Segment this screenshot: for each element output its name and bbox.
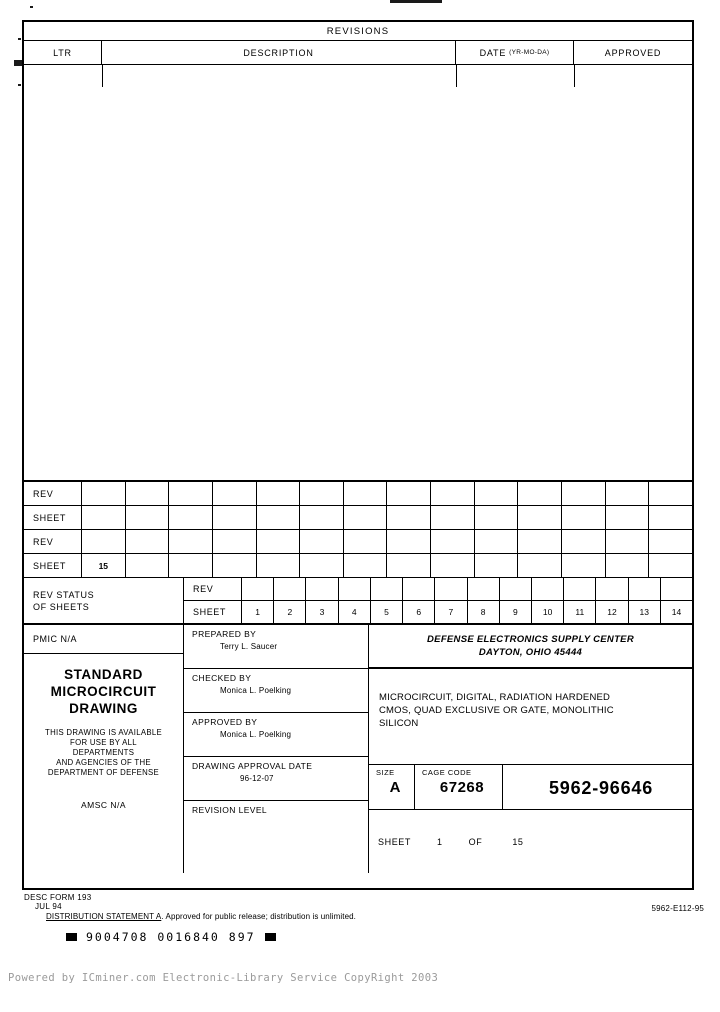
- cell: [274, 578, 306, 600]
- corner-tick-topleft: [30, 6, 33, 8]
- title-block-left: [24, 625, 184, 873]
- cell: [518, 530, 562, 553]
- cell: [468, 578, 500, 600]
- cell: [532, 578, 564, 600]
- cell: [518, 482, 562, 505]
- size-field: [369, 765, 415, 809]
- drawing-sheet: [22, 20, 694, 890]
- cell: [300, 506, 344, 529]
- organization-line2: DAYTON, OHIO 45444: [478, 647, 583, 658]
- cage-code-field: [415, 765, 503, 809]
- cell: [82, 530, 126, 553]
- top-edge-mark: [390, 0, 442, 3]
- revisions-col-ltr: LTR: [24, 41, 102, 64]
- prepared-by-label: PREPARED BY: [192, 629, 257, 639]
- sheet-row-label: SHEET: [184, 601, 242, 623]
- availability-line3: DEPARTMENTS: [72, 748, 135, 757]
- rev-status-sheet-row: [184, 601, 692, 623]
- cell: [126, 506, 170, 529]
- rev-status-row-sheet-2: [24, 554, 692, 577]
- cell: [169, 530, 213, 553]
- size-label: SIZE: [376, 768, 395, 777]
- row-label: REV: [24, 530, 82, 553]
- cell: [126, 554, 170, 577]
- title-block-right: [369, 625, 692, 873]
- row-label: REV: [24, 482, 82, 505]
- cell: [403, 578, 435, 600]
- row-label: SHEET: [24, 506, 82, 529]
- cell: [596, 578, 628, 600]
- revisions-header-row: [24, 41, 692, 65]
- cell: [169, 506, 213, 529]
- sheet-number: 9: [500, 601, 532, 623]
- sheet-label: SHEET: [378, 836, 412, 847]
- cell: [82, 482, 126, 505]
- amsc-field: AMSC N/A: [80, 800, 127, 810]
- rev-status-rev-row: [184, 578, 692, 601]
- cell: [606, 530, 650, 553]
- cell: [562, 530, 606, 553]
- description-line1: MICROCIRCUIT, DIGITAL, RADIATION HARDENED: [379, 692, 611, 703]
- distribution-statement: [46, 912, 704, 921]
- sheet-number: 1: [242, 601, 274, 623]
- availability-note: [24, 728, 183, 778]
- cell: [169, 554, 213, 577]
- sheet-number: 14: [671, 607, 682, 617]
- checked-by-label: CHECKED BY: [192, 673, 252, 683]
- sheet-number: 12: [596, 601, 628, 623]
- prepared-by-name: Terry L. Saucer: [220, 642, 278, 651]
- revisions-title: REVISIONS: [24, 22, 692, 41]
- cell: [169, 482, 213, 505]
- drawing-description: [369, 669, 692, 765]
- approved-by-field: [184, 713, 368, 757]
- revision-level-field: [184, 801, 368, 873]
- rev-status-row-rev-2: [24, 530, 692, 554]
- smd-title: [24, 666, 183, 717]
- cell: [606, 554, 650, 577]
- cell: [649, 530, 692, 553]
- sheet-current: 1: [437, 836, 443, 847]
- cell: [562, 506, 606, 529]
- cell: [649, 482, 692, 505]
- approval-date-value: 96-12-07: [240, 774, 274, 783]
- cell: [661, 578, 692, 600]
- cell: [257, 506, 301, 529]
- cell: [606, 482, 650, 505]
- cell: [82, 506, 126, 529]
- revisions-col-approved: APPROVED: [604, 47, 662, 58]
- rev-row-label: REV: [184, 578, 242, 600]
- cell: [649, 554, 692, 577]
- title-block: [24, 625, 692, 873]
- approval-date-label: DRAWING APPROVAL DATE: [192, 761, 313, 771]
- cell: [344, 530, 388, 553]
- powered-by-notice: Powered by ICminer.com Electronic-Library Service CopyRight 2003: [8, 972, 439, 984]
- revisions-tick-approved: [574, 65, 575, 87]
- form-date: JUL 94: [35, 902, 62, 911]
- drawing-identification-row: [369, 765, 692, 810]
- cell: [300, 530, 344, 553]
- rev-status-label-line1: REV STATUS: [33, 589, 95, 600]
- sheet-number: 10: [532, 601, 564, 623]
- cell: [306, 578, 338, 600]
- cell: [387, 482, 431, 505]
- distribution-statement-bold: DISTRIBUTION STATEMENT A: [46, 912, 162, 921]
- cell: [629, 578, 661, 600]
- rev-status-of-sheets-label: [24, 578, 184, 623]
- cell: [475, 482, 519, 505]
- smd-title-line3: DRAWING: [69, 701, 138, 716]
- sheet-total: 15: [512, 836, 524, 847]
- organization-line1: DEFENSE ELECTRONICS SUPPLY CENTER: [427, 634, 634, 645]
- availability-line1: THIS DRAWING IS AVAILABLE: [45, 728, 162, 737]
- approval-date-field: [184, 757, 368, 801]
- cell: [126, 482, 170, 505]
- rev-status-upper-rows: [24, 482, 692, 578]
- cell: [257, 530, 301, 553]
- cell: [344, 482, 388, 505]
- cell: [475, 506, 519, 529]
- checked-by-field: [184, 669, 368, 713]
- sheet-number: 7: [435, 601, 467, 623]
- approved-by-name: Monica L. Poelking: [220, 730, 292, 739]
- size-value: A: [389, 779, 401, 796]
- description-line3: SILICON: [379, 718, 419, 729]
- footer-right-code: 5962-E112-95: [651, 904, 704, 913]
- cell: [300, 554, 344, 577]
- cell: [257, 554, 301, 577]
- sheet-number: 6: [403, 601, 435, 623]
- smd-identification: [24, 654, 183, 873]
- cell: [435, 578, 467, 600]
- left-edge-tick-1: [18, 38, 21, 40]
- availability-line2: FOR USE BY ALL: [70, 738, 137, 747]
- barcode-number: 9004708 0016840 897: [86, 930, 256, 944]
- revisions-tick-ltr: [102, 65, 103, 87]
- smd-title-line2: MICROCIRCUIT: [50, 684, 157, 699]
- barcode-start-block-icon: [66, 933, 77, 941]
- cell: [387, 554, 431, 577]
- sheet-number: 3: [306, 601, 338, 623]
- cell: [300, 482, 344, 505]
- drawing-number-field: [503, 765, 692, 809]
- description-line2: CMOS, QUAD EXCLUSIVE OR GATE, MONOLITHIC: [379, 705, 614, 716]
- form-number: DESC FORM 193: [24, 893, 92, 902]
- cell: 15: [82, 554, 126, 577]
- cell: [518, 554, 562, 577]
- cell: [475, 554, 519, 577]
- sheet-number: 2: [274, 601, 306, 623]
- availability-line5: DEPARTMENT OF DEFENSE: [47, 768, 160, 777]
- cell: [564, 578, 596, 600]
- rev-status-row-sheet-1: [24, 506, 692, 530]
- sheet-number: 11: [564, 601, 596, 623]
- prepared-by-field: [184, 625, 368, 669]
- cell: [387, 530, 431, 553]
- checked-by-name: Monica L. Poelking: [220, 686, 292, 695]
- row-label: SHEET: [24, 554, 82, 577]
- cell: [257, 482, 301, 505]
- revisions-col-description: DESCRIPTION: [102, 41, 456, 64]
- cell: [344, 554, 388, 577]
- left-edge-tick-3: [18, 84, 21, 86]
- rev-status-of-sheets-block: [24, 578, 692, 625]
- rev-status-of-sheets-grid: [184, 578, 692, 623]
- cell: [431, 554, 475, 577]
- smd-title-line1: STANDARD: [64, 667, 143, 682]
- cell: [475, 530, 519, 553]
- sheet-number: 13: [629, 601, 661, 623]
- page-footer: [24, 893, 704, 944]
- pmic-field: PMIC N/A: [24, 625, 183, 654]
- cell: [213, 554, 257, 577]
- cell: [213, 506, 257, 529]
- approved-by-label: APPROVED BY: [192, 717, 258, 727]
- rev-status-label-line2: OF SHEETS: [33, 601, 90, 612]
- cell: [213, 482, 257, 505]
- cell: [126, 530, 170, 553]
- sheet-of-label: OF: [468, 836, 483, 847]
- cell: [518, 506, 562, 529]
- sheet-number-row: [369, 810, 692, 873]
- revisions-col-date-label: DATE: [479, 47, 507, 58]
- cell: [344, 506, 388, 529]
- sheet-number: 4: [339, 601, 371, 623]
- revisions-body: [24, 65, 692, 482]
- cage-code-value: 67268: [439, 779, 485, 796]
- barcode-line: [66, 930, 704, 944]
- cell: [431, 530, 475, 553]
- cell: [431, 482, 475, 505]
- cell: [387, 506, 431, 529]
- revision-level-label: REVISION LEVEL: [192, 805, 268, 815]
- title-block-signatures: [184, 625, 369, 873]
- cell: [339, 578, 371, 600]
- cell: [242, 578, 274, 600]
- sheet-number: 5: [371, 601, 403, 623]
- cell: [649, 506, 692, 529]
- cell: [500, 578, 532, 600]
- drawing-number-value: 5962-96646: [548, 778, 654, 798]
- distribution-statement-text: . Approved for public release; distribution is unlimited.: [161, 912, 357, 921]
- cell: [562, 482, 606, 505]
- revisions-tick-date: [456, 65, 457, 87]
- organization-block: [369, 625, 692, 669]
- cage-code-label: CAGE CODE: [422, 768, 472, 777]
- rev-status-row-rev-1: [24, 482, 692, 506]
- cell: [431, 506, 475, 529]
- cell: [213, 530, 257, 553]
- sheet-number: 8: [468, 601, 500, 623]
- availability-line4: AND AGENCIES OF THE: [56, 758, 151, 767]
- cell: [562, 554, 606, 577]
- revisions-col-date-format: (YR-MO-DA): [509, 49, 550, 56]
- cell: [606, 506, 650, 529]
- barcode-end-block-icon: [265, 933, 276, 941]
- revisions-col-date: [456, 41, 574, 64]
- cell: [371, 578, 403, 600]
